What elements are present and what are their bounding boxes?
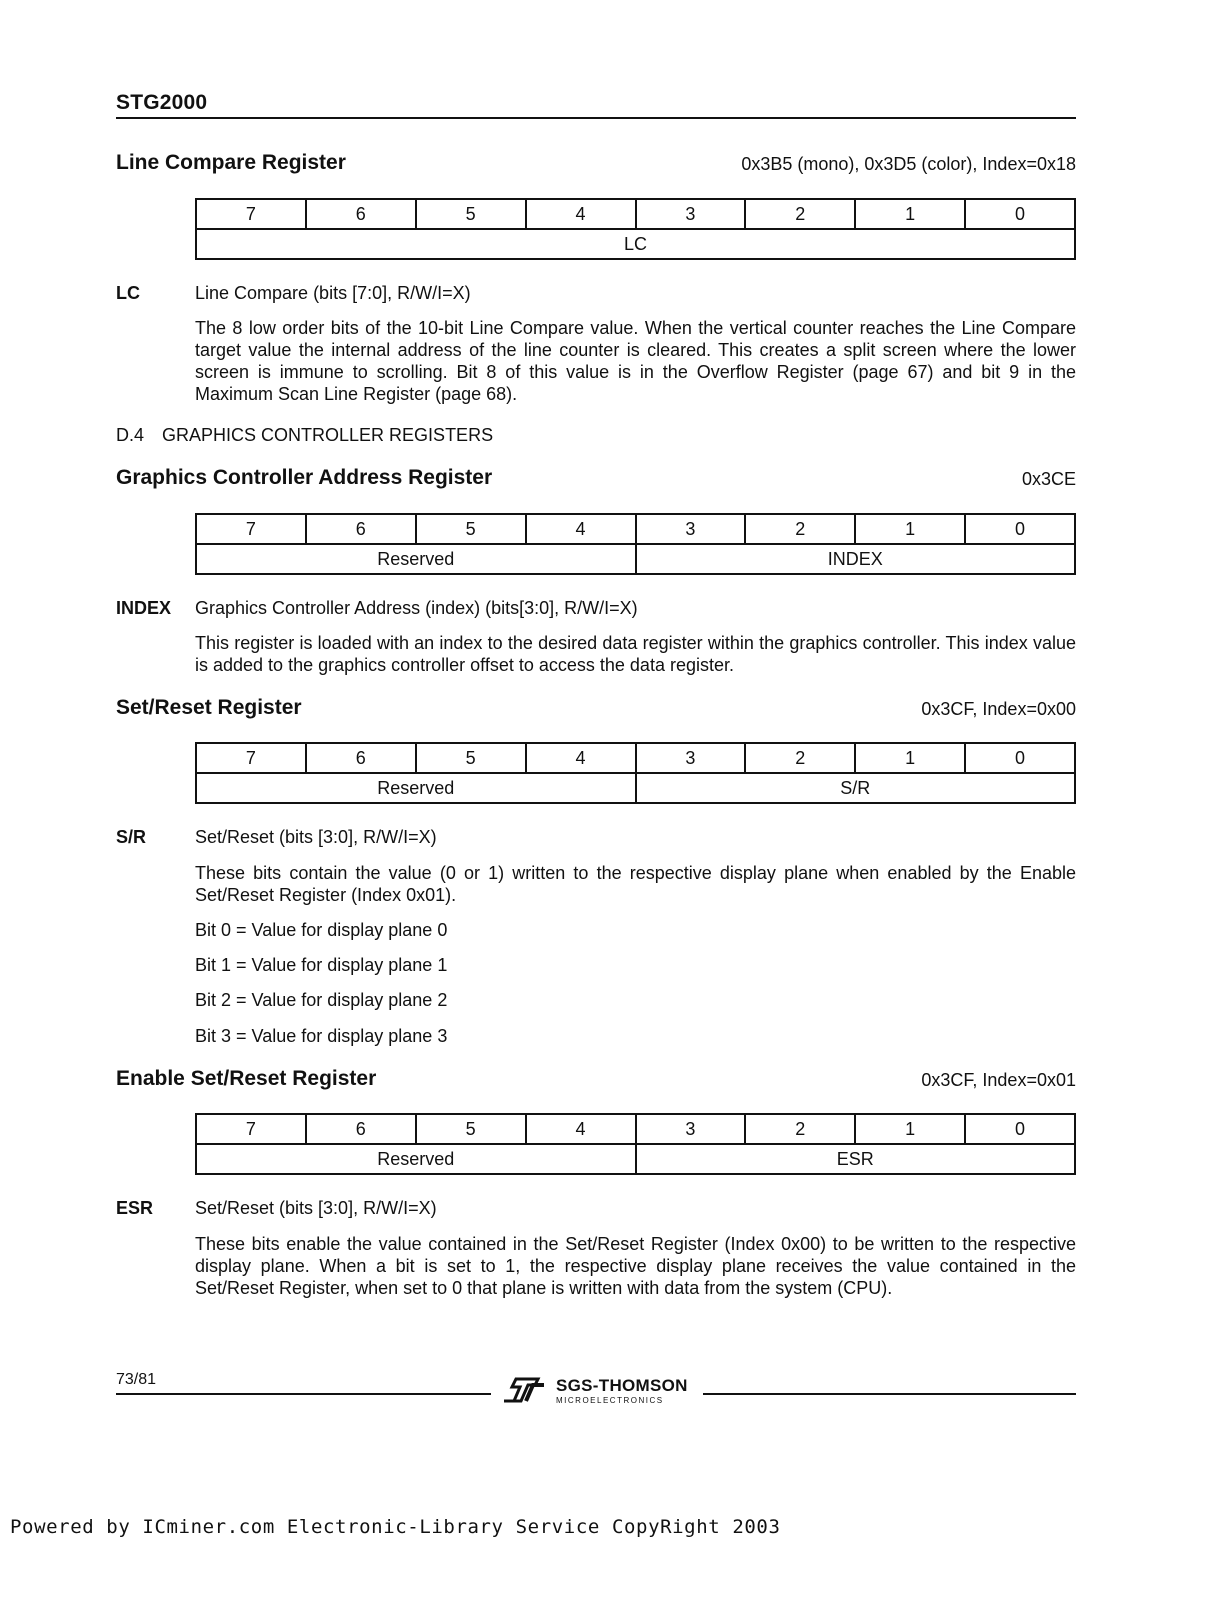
bit-cell: 0 — [965, 743, 1075, 773]
field-label-index: INDEX — [116, 598, 172, 618]
header-rule — [116, 117, 1076, 119]
field-desc-index: Graphics Controller Address (index) (bits[3:0], R/W/I=X) — [195, 598, 638, 618]
field-cell-reserved: Reserved — [196, 544, 636, 574]
field-label-sr: S/R — [116, 827, 147, 847]
bit-cell: 7 — [196, 743, 306, 773]
field-label-lc: LC — [116, 283, 140, 303]
line-compare-address: 0x3B5 (mono), 0x3D5 (color), Index=0x18 — [741, 154, 1076, 174]
bit-cell: 1 — [855, 1114, 965, 1144]
line-compare-paragraph: The 8 low order bits of the 10-bit Line Compare value. When the vertical counter reaches the Line Compare target value the internal address of the line counter is cleared. This creates a split screen where the lower screen is immune to scrolling. Bit 8 of this value is in the Overflow Register (page 67) and bit 9 in the Maximum Scan Line Register (page 68). — [195, 318, 1076, 404]
enable-set-reset-address: 0x3CF, Index=0x01 — [921, 1070, 1076, 1090]
field-desc-sr: Set/Reset (bits [3:0], R/W/I=X) — [195, 827, 437, 847]
bit-cell: 3 — [636, 1114, 746, 1144]
bit-cell: 2 — [745, 1114, 855, 1144]
gc-address-paragraph: This register is loaded with an index to the desired data register within the graphics controller. This index value is added to the graphics controller offset to access the data register. — [195, 633, 1076, 675]
footer-rule-left — [116, 1393, 491, 1395]
set-reset-paragraph: These bits contain the value (0 or 1) written to the respective display plane when enabled by the Enable Set/Reset Register (Index 0x01). — [195, 863, 1076, 905]
gc-address-title: Graphics Controller Address Register — [116, 466, 493, 489]
bit-number-row — [196, 1114, 1075, 1144]
field-row — [196, 773, 1075, 803]
bit-line-0: Bit 0 = Value for display plane 0 — [195, 920, 448, 940]
line-compare-register-table — [195, 198, 1076, 260]
bit-cell: 5 — [416, 743, 526, 773]
field-desc-esr: Set/Reset (bits [3:0], R/W/I=X) — [195, 1198, 437, 1218]
bit-number-row — [196, 743, 1075, 773]
bit-number-row — [196, 514, 1075, 544]
bit-line-2: Bit 2 = Value for display plane 2 — [195, 990, 448, 1010]
field-cell-reserved: Reserved — [196, 1144, 636, 1174]
bit-cell: 4 — [526, 1114, 636, 1144]
enable-set-reset-paragraph: These bits enable the value contained in the Set/Reset Register (Index 0x00) to be written to the respective display plane. When a bit is set to 1, the respective display plane receives the value contained in the Set/Reset Register, when set to 0 that plane is written with data from the system (CPU). — [195, 1234, 1076, 1298]
bit-cell: 6 — [306, 199, 416, 229]
field-cell-esr: ESR — [636, 1144, 1076, 1174]
bit-cell: 0 — [965, 199, 1075, 229]
bit-line-3: Bit 3 = Value for display plane 3 — [195, 1026, 448, 1046]
st-logo-icon — [500, 1375, 550, 1405]
bit-cell: 4 — [526, 199, 636, 229]
set-reset-address: 0x3CF, Index=0x00 — [921, 699, 1076, 719]
bit-cell: 1 — [855, 743, 965, 773]
field-cell-sr: S/R — [636, 773, 1076, 803]
bit-cell: 4 — [526, 743, 636, 773]
enable-set-reset-title: Enable Set/Reset Register — [116, 1067, 377, 1090]
bit-line-1: Bit 1 = Value for display plane 1 — [195, 955, 448, 975]
set-reset-register-table — [195, 742, 1076, 804]
bit-cell: 3 — [636, 199, 746, 229]
bit-cell: 5 — [416, 1114, 526, 1144]
bit-cell: 6 — [306, 1114, 416, 1144]
bit-cell: 7 — [196, 199, 306, 229]
field-row — [196, 544, 1075, 574]
logo-name: SGS-THOMSON — [556, 1376, 688, 1395]
page-number: 73/81 — [116, 1371, 157, 1388]
field-label-esr: ESR — [116, 1198, 154, 1218]
section-subheading: D.4 GRAPHICS CONTROLLER REGISTERS — [116, 425, 494, 445]
footer-rule-right — [703, 1393, 1076, 1395]
bit-cell: 3 — [636, 514, 746, 544]
bit-cell: 2 — [745, 743, 855, 773]
field-row — [196, 229, 1075, 259]
bit-cell: 2 — [745, 514, 855, 544]
bit-cell: 0 — [965, 514, 1075, 544]
bit-number-row — [196, 199, 1075, 229]
line-compare-title: Line Compare Register — [116, 151, 346, 174]
bit-cell: 3 — [636, 743, 746, 773]
field-row — [196, 1144, 1075, 1174]
bit-cell: 5 — [416, 199, 526, 229]
bit-cell: 4 — [526, 514, 636, 544]
bit-cell: 6 — [306, 743, 416, 773]
document-title: STG2000 — [116, 91, 208, 114]
bit-cell: 0 — [965, 1114, 1075, 1144]
field-cell-lc: LC — [196, 229, 1075, 259]
bit-cell: 7 — [196, 514, 306, 544]
bit-cell: 5 — [416, 514, 526, 544]
set-reset-title: Set/Reset Register — [116, 696, 302, 719]
field-cell-reserved: Reserved — [196, 773, 636, 803]
bit-cell: 1 — [855, 199, 965, 229]
bit-cell: 1 — [855, 514, 965, 544]
enable-set-reset-register-table — [195, 1113, 1076, 1175]
field-desc-lc: Line Compare (bits [7:0], R/W/I=X) — [195, 283, 471, 303]
field-cell-index: INDEX — [636, 544, 1076, 574]
powered-by-footer: Powered by ICminer.com Electronic-Library Service CopyRight 2003 — [10, 1516, 781, 1538]
bit-cell: 6 — [306, 514, 416, 544]
bit-cell: 2 — [745, 199, 855, 229]
bit-cell: 7 — [196, 1114, 306, 1144]
logo-subtitle: MICROELECTRONICS — [556, 1396, 664, 1405]
gc-address-register-table — [195, 513, 1076, 575]
gc-address-address: 0x3CE — [1021, 469, 1076, 489]
